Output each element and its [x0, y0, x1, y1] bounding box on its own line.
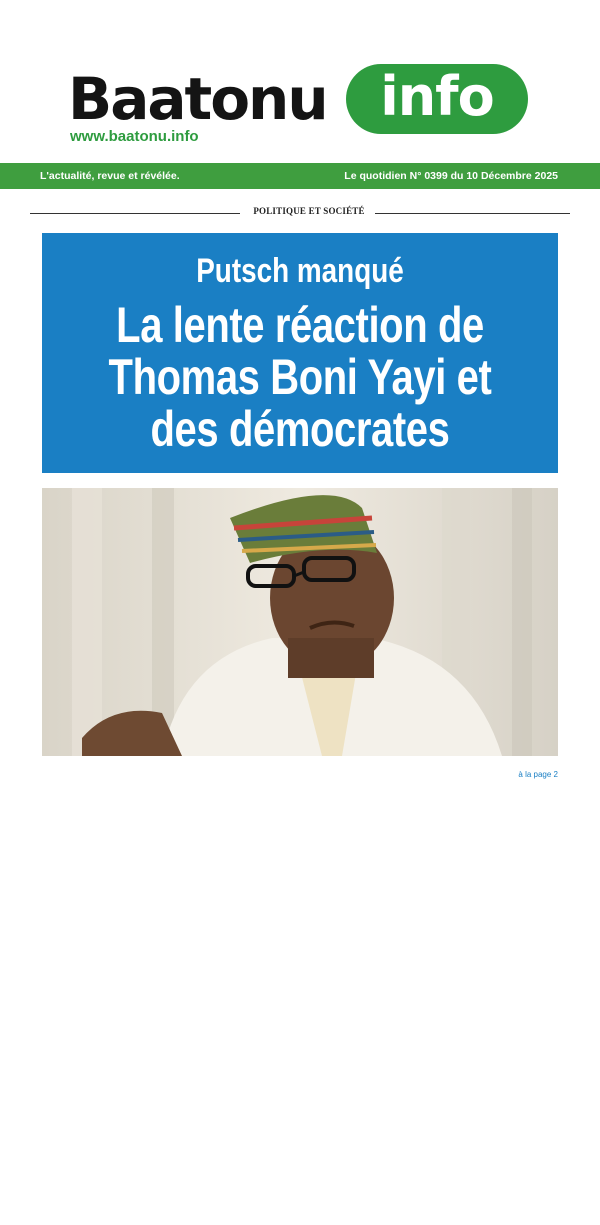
- issue-info: Le quotidien N° 0399 du 10 Décembre 2025: [344, 170, 558, 182]
- website-url[interactable]: www.baatonu.info: [70, 128, 199, 145]
- logo-wordmark: Baatonu: [68, 65, 327, 133]
- page-reference[interactable]: à la page 2: [518, 770, 558, 779]
- header-band: [0, 163, 600, 189]
- headline-line-1: La lente réaction de: [116, 297, 484, 353]
- rubric-label: POLITIQUE ET SOCIÉTÉ: [253, 206, 365, 216]
- headline-line-2: Thomas Boni Yayi et: [108, 349, 492, 405]
- headline-title: [62, 299, 539, 455]
- masthead-logo: [68, 58, 528, 148]
- portrait-illustration: [42, 488, 558, 756]
- headline-line-3: des démocrates: [150, 401, 450, 457]
- photo-credit: ©DR/DR: [86, 1200, 92, 1225]
- logo-pill: info: [346, 64, 528, 134]
- tagline: L'actualité, revue et révélée.: [40, 170, 180, 182]
- section-rubric: [30, 206, 570, 220]
- headline-box: [42, 233, 558, 473]
- headline-kicker: Putsch manqué: [196, 252, 404, 290]
- rubric-divider-right: [375, 213, 570, 214]
- rubric-divider-left: [30, 213, 240, 214]
